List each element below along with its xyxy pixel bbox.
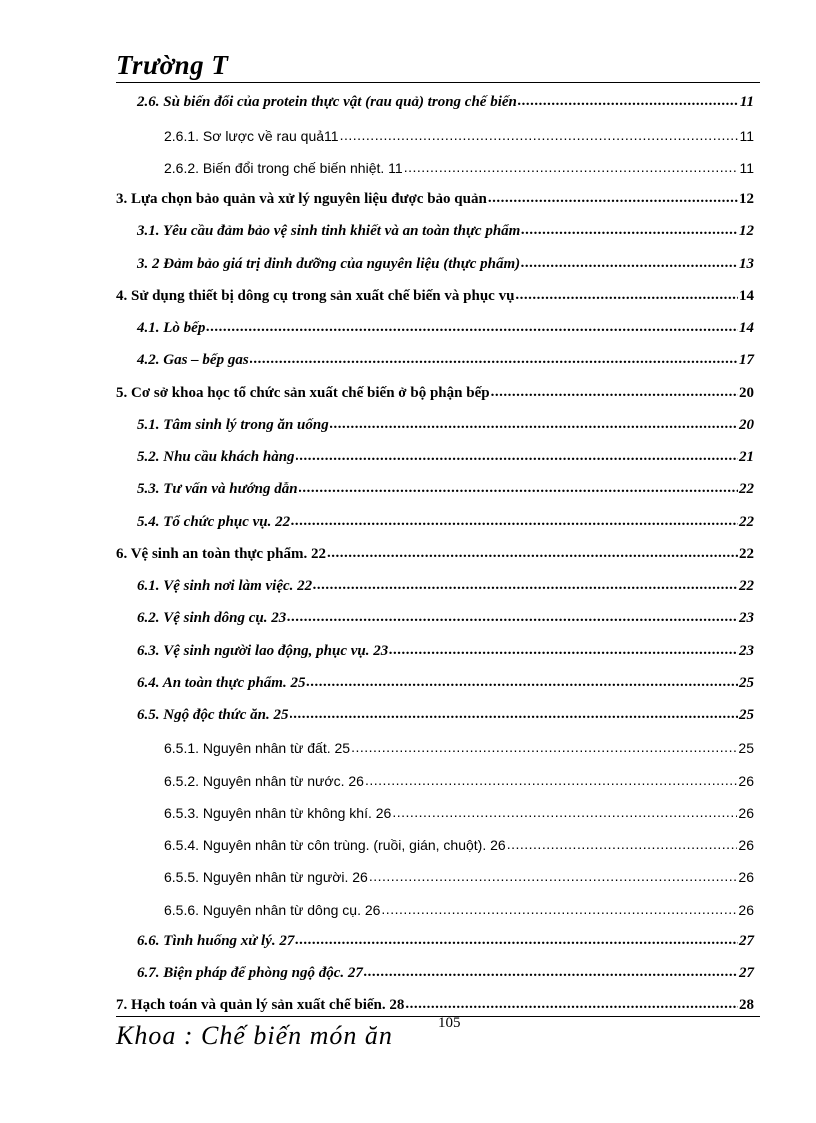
toc-entry-page: 27 <box>739 965 754 981</box>
toc-dot-leader <box>521 255 738 272</box>
toc-dot-leader <box>295 932 738 949</box>
toc-dot-leader <box>365 772 737 788</box>
toc-dot-leader <box>392 804 737 820</box>
toc-dot-leader <box>389 642 738 659</box>
toc-entry-page: 22 <box>739 578 754 594</box>
toc-entry-page: 26 <box>738 772 754 789</box>
toc-entry-page: 25 <box>739 707 754 723</box>
toc-dot-leader <box>291 513 738 530</box>
toc-entry[interactable] <box>116 179 754 211</box>
toc-entry[interactable] <box>116 856 754 888</box>
toc-entry-page: 25 <box>739 674 754 691</box>
toc-entry[interactable] <box>116 921 754 953</box>
toc-dot-leader <box>250 351 738 368</box>
toc-entry[interactable] <box>116 824 754 856</box>
page-number: 105 <box>438 1015 461 1031</box>
toc-entry[interactable] <box>116 759 754 791</box>
toc-entry-label: 4.2. Gas – bếp gas <box>137 352 249 369</box>
toc-entry-page: 26 <box>738 804 754 821</box>
toc-entry-label: 5.3. Tư vấn và hướng dẫn <box>137 481 298 498</box>
toc-entry-label: 5.4. Tổ chức phục vụ. 22 <box>137 513 291 530</box>
toc-entry-label: 2.6.1. Sơ lược về rau quả11 <box>164 127 339 144</box>
toc-dot-leader <box>369 868 738 884</box>
toc-entry-label: 6.7. Biện pháp để phòng ngộ độc. 27 <box>137 965 363 981</box>
toc-entry-label: 6. Vệ sinh an toàn thực phẩm. 22 <box>116 545 327 562</box>
toc-entry-page: 23 <box>739 642 754 659</box>
toc-entry-label: 2.6. Sù biến đổi của protein thực vật (rau quả) trong chế biến <box>137 94 517 111</box>
toc-dot-leader <box>296 448 738 465</box>
toc-entry[interactable] <box>116 114 754 146</box>
toc-entry[interactable] <box>116 437 754 469</box>
toc-dot-leader <box>340 127 739 143</box>
toc-entry[interactable] <box>116 727 754 759</box>
toc-entry-label: 3.1. Yêu cầu đảm bảo vệ sinh tinh khiết và an toàn thực phẩm <box>137 223 521 240</box>
toc-entry[interactable] <box>116 243 754 275</box>
toc-entry-label: 6.2. Vệ sinh dông cụ. 23 <box>137 610 287 627</box>
toc-entry-page: 12 <box>739 191 754 207</box>
toc-entry-page: 27 <box>739 932 754 949</box>
toc-entry-label: 6.5.5. Nguyên nhân từ người. 26 <box>164 869 368 886</box>
toc-entry-page: 20 <box>739 384 754 401</box>
toc-dot-leader <box>488 190 738 207</box>
toc-entry-label: 3. Lựa chọn bảo quản và xử lý nguyên liệu được bảo quản <box>116 191 487 207</box>
toc-entry-label: 6.4. An toàn thực phẩm. 25 <box>137 674 306 691</box>
toc-dot-leader <box>330 416 738 433</box>
toc-entry[interactable] <box>116 953 754 985</box>
page-footer <box>116 1016 760 1057</box>
toc-entry-label: 4. Sử dụng thiết bị dông cụ trong sản xuất chế biến và phục vụ <box>116 287 515 304</box>
toc-entry-label: 5.1. Tâm sinh lý trong ăn uống <box>137 416 329 433</box>
toc-entry[interactable] <box>116 792 754 824</box>
toc-entry-label: 6.3. Vệ sinh người lao động, phục vụ. 23 <box>137 642 389 659</box>
toc-entry-page: 26 <box>738 901 754 918</box>
toc-entry-label: 7. Hạch toán và quản lý sản xuất chế biến. 28 <box>116 997 405 1014</box>
toc-entry[interactable] <box>116 663 754 695</box>
toc-dot-leader <box>491 384 738 401</box>
toc-entry[interactable] <box>116 405 754 437</box>
toc-entry-page: 17 <box>739 352 754 369</box>
toc-entry-page: 23 <box>739 610 754 627</box>
toc-entry-label: 6.5.6. Nguyên nhân từ dông cụ. 26 <box>164 901 381 918</box>
toc-entry[interactable] <box>116 211 754 243</box>
toc-entry-page: 26 <box>738 837 754 853</box>
toc-entry-label: 6.1. Vệ sinh nơi làm việc. 22 <box>137 578 313 594</box>
toc-dot-leader <box>515 287 738 304</box>
toc-dot-leader <box>364 964 738 981</box>
toc-entry-page: 28 <box>739 997 754 1014</box>
toc-entry-page: 22 <box>739 545 754 562</box>
toc-dot-leader <box>313 577 738 594</box>
toc-entry-label: 2.6.2. Biến đổi trong chế biến nhiệt. 11 <box>164 159 403 176</box>
toc-entry-page: 22 <box>739 481 754 498</box>
toc-entry[interactable] <box>116 469 754 501</box>
toc-entry-label: 3. 2 Đảm bảo giá trị dinh dưỡng của nguyên liệu (thực phẩm) <box>137 255 521 272</box>
toc-dot-leader <box>381 901 737 917</box>
toc-entry-page: 11 <box>739 159 754 176</box>
toc-entry[interactable] <box>116 985 754 1017</box>
toc-entry-page: 14 <box>739 287 754 304</box>
toc-entry[interactable] <box>116 566 754 598</box>
toc-entry-label: 6.5. Ngộ độc thức ăn. 25 <box>137 707 289 723</box>
toc-entry[interactable] <box>116 888 754 920</box>
toc-entry-label: 6.6. Tình huống xử lý. 27 <box>137 932 295 949</box>
toc-entry[interactable] <box>116 276 754 308</box>
toc-entry-label: 6.5.1. Nguyên nhân từ đất. 25 <box>164 740 351 757</box>
toc-entry-page: 25 <box>738 740 754 757</box>
toc-entry-page: 13 <box>739 255 754 272</box>
toc-entry[interactable] <box>116 598 754 630</box>
toc-entry-label: 6.5.2. Nguyên nhân từ nước. 26 <box>164 772 364 789</box>
toc-dot-leader <box>521 222 738 239</box>
page-header <box>116 48 760 83</box>
toc-entry[interactable] <box>116 501 754 533</box>
toc-entry[interactable] <box>116 147 754 179</box>
toc-entry-label: 4.1. Lò bếp <box>137 320 206 336</box>
toc-dot-leader <box>299 480 738 497</box>
toc-entry-page: 14 <box>739 320 754 336</box>
toc-dot-leader <box>404 159 739 175</box>
toc-entry-page: 11 <box>739 127 754 144</box>
footer-title: Khoa : Chế biến món ăn <box>116 1021 393 1050</box>
toc-dot-leader <box>306 674 738 691</box>
toc-entry[interactable] <box>116 534 754 566</box>
toc-entry-page: 21 <box>739 449 754 465</box>
toc-dot-leader <box>206 319 738 336</box>
toc-entry-page: 11 <box>739 94 754 111</box>
toc-entry-label: 5. Cơ sở khoa học tổ chức sản xuất chế biến ở bộ phận bếp <box>116 384 490 401</box>
table-of-contents <box>116 82 754 1017</box>
toc-entry-label: 6.5.4. Nguyên nhân từ côn trùng. (ruồi, gián, chuột). 26 <box>164 837 506 853</box>
toc-entry-label: 5.2. Nhu cầu khách hàng <box>137 449 295 465</box>
toc-dot-leader <box>287 609 738 626</box>
toc-entry-page: 20 <box>739 416 754 433</box>
header-title: Trường T <box>116 50 229 80</box>
toc-entry-page: 22 <box>739 513 754 530</box>
toc-entry-label: 6.5.3. Nguyên nhân từ không khí. 26 <box>164 804 392 821</box>
toc-entry[interactable] <box>116 340 754 372</box>
toc-dot-leader <box>518 93 739 110</box>
toc-entry-page: 12 <box>739 223 754 240</box>
toc-entry-page: 26 <box>738 869 754 886</box>
toc-dot-leader <box>351 739 737 755</box>
toc-entry[interactable] <box>116 630 754 662</box>
toc-entry[interactable] <box>116 372 754 404</box>
toc-entry[interactable] <box>116 695 754 727</box>
toc-dot-leader <box>327 545 738 562</box>
toc-dot-leader <box>507 836 738 852</box>
toc-dot-leader <box>290 706 739 723</box>
toc-entry[interactable] <box>116 308 754 340</box>
toc-dot-leader <box>405 996 738 1013</box>
toc-entry[interactable] <box>116 82 754 114</box>
